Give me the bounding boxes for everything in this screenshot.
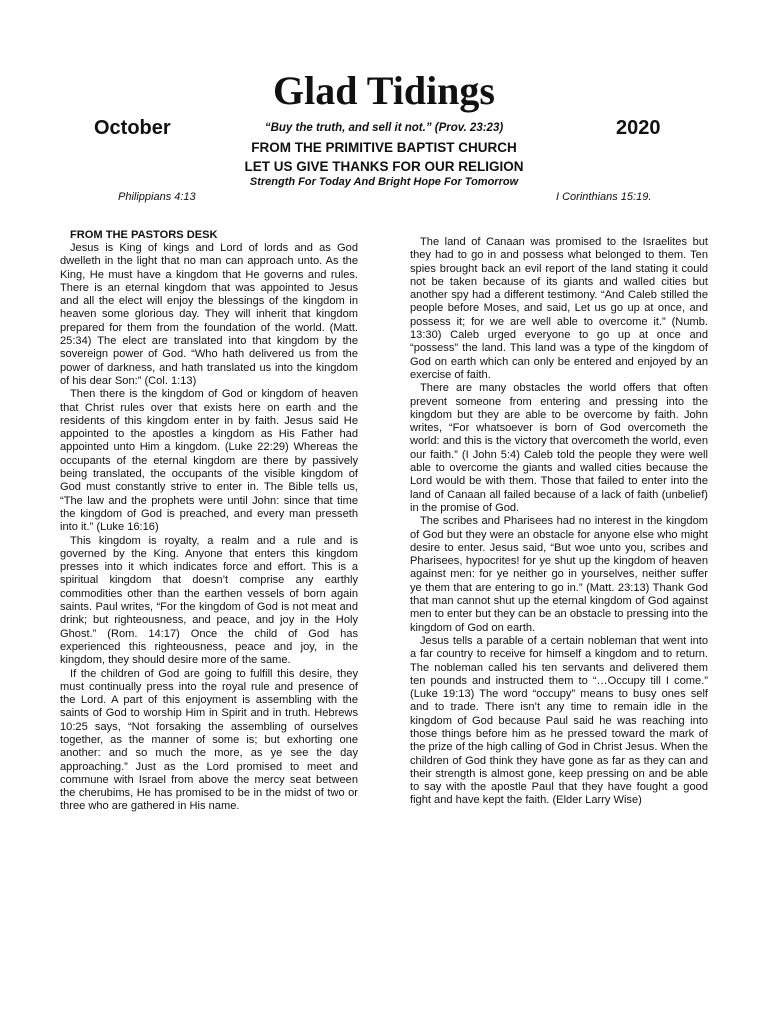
article-column-right — [410, 236, 708, 808]
article-paragraph: Then there is the kingdom of God or kingdom of heaven that Christ rules over that exists here on earth and the residents of this kingdom enter in by faith. Jesus said He appointed to the apostles a kingdom as His Father had appointed unto Him a kingdom. (Luke 22:29) Whereas the occupants of the eternal kingdom are there by passively being translated, the occupants of the visible kingdom of God must constantly strive to enter in. The Bible tells us, “The law and the prophets were until John: since that time the kingdom of God is preached, and every man presseth into it.” (Luke 16:16) — [60, 388, 358, 534]
article-paragraph: Jesus is King of kings and Lord of lords and as God dwelleth in the light that no man can approach unto. As the King, He must have a kingdom that He governs and rules. There is an eternal kingdom that was appointed to Jesus and all the elect will enjoy the blessings of the kingdom in heaven some glorious day. They will inherit that kingdom prepared for them from the foundation of the world. (Matt. 25:34) The elect are translated into that kingdom by the sovereign power of God. “Who hath delivered us from the power of darkness, and hath translated us into the kingdom of his dear Son:” (Col. 1:13) — [60, 242, 358, 387]
scripture-ref-left: Philippians 4:13 — [118, 191, 196, 203]
motto-quote: “Buy the truth, and sell it not.” (Prov. 23:23) — [264, 122, 504, 134]
article-column-left — [60, 229, 358, 814]
issue-year: 2020 — [616, 117, 661, 139]
thanks-line: LET US GIVE THANKS FOR OUR RELIGION — [244, 159, 524, 174]
article-paragraph: The scribes and Pharisees had no interest in the kingdom of God but they were an obstacle for anyone else who might desire to enter. Jesus said, “But woe unto you, scribes and Pharisees, hypocrites! for ye shut up the kingdom of heaven against men: for ye neither go in yourselves, neither suffer ye them that are entering to go in.” (Matt. 23:13) Thank God that man cannot shut up the eternal kingdom of God against men to enter but they can be an obstacle to pressing into the kingdom of God on earth. — [410, 515, 708, 634]
article-paragraph: This kingdom is royalty, a realm and a rule and is governed by the King. Anyone that enters this kingdom presses into it which indicates force and effort. This is a spiritual kingdom that doesn’t comprise any earthly commodities other than the earthen vessels of born again saints. Paul writes, “For the kingdom of God is not meat and drink; but righteousness, and peace, and joy in the Holy Ghost.” (Rom. 14:17) Once the child of God has experienced this righteousness, peace and joy, in the kingdom, they should desire more of the same. — [60, 534, 358, 667]
church-name: FROM THE PRIMITIVE BAPTIST CHURCH — [251, 140, 517, 155]
article-heading: FROM THE PASTORS DESK — [70, 229, 218, 241]
article-paragraph: If the children of God are going to fulfill this desire, they must continually press into the royal rule and presence of the Lord. A part of this enjoyment is assembling with the saints of God to worship Him in Spirit and in truth. Hebrews 10:25 says, “Not forsaking the assembling of ourselves together, as the manner of some is; but exhorting one another: and so much the more, as ye see the day approaching.” Just as the Lord promised to meet and commune with Israel from above the mercy seat between the cherubims, He has promised to be in the midst of two or three who are gathered in His name. — [60, 667, 358, 813]
article-paragraph: Jesus tells a parable of a certain nobleman that went into a far country to receive for himself a kingdom and to return. The nobleman called his ten servants and delivered them ten pounds and instructed them to “…Occupy till I come.” (Luke 19:13) The word “occupy” means to busy ones self and to trade. There isn’t any time to remain idle in the kingdom of God because Paul said he was reaching into those things before him as he pressed toward the mark of the prize of the high calling of God in Christ Jesus. When the children of God think they have gone as far as they can and their strength is almost gone, keep pressing on and be able to say with the apostle Paul that they have fought a good fight and have kept the faith. (Elder Larry Wise) — [410, 634, 708, 807]
strength-tagline: Strength For Today And Bright Hope For Tomorrow — [249, 176, 519, 188]
issue-month: October — [94, 117, 171, 139]
scripture-ref-right: I Corinthians 15:19. — [556, 191, 652, 203]
article-paragraph: There are many obstacles the world offers that often prevent someone from entering and pressing into the kingdom but they are able to be overcome by faith. John writes, “For whatsoever is born of God overcometh the world: and this is the victory that overcometh the world, even our faith.” (I John 5:4) Caleb told the people they were well able to overcome the giants and walled cities because the Lord would be with them. Those that failed to enter into the land of Canaan all failed because of a lack of faith (unbelief) in the promise of God. — [410, 382, 708, 514]
newsletter-title: Glad Tidings — [273, 68, 495, 113]
article-paragraph: The land of Canaan was promised to the Israelites but they had to go in and possess what belonged to them. Ten spies brought back an evil report of the land stating it could not be taken because of its giants and walled cities but another spy had a different testimony. “And Caleb stilled the people before Moses, and said, Let us go up at once, and possess it; for we are well able to overcome it.” (Numb. 13:30) Caleb urged everyone to go up at once and “possess” the land. This land was a type of the kingdom of God on earth which can only be entered and enjoyed by an exercise of faith. — [410, 236, 708, 381]
